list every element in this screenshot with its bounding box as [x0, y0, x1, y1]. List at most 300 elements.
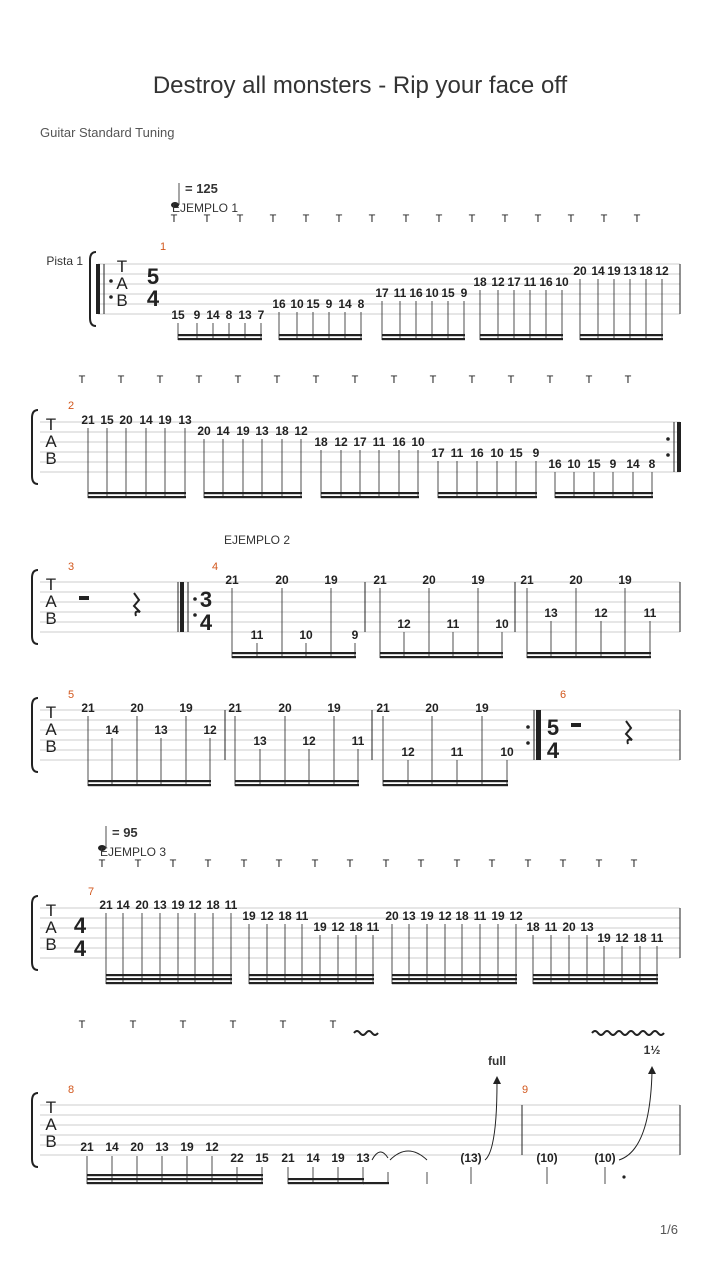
time-signature-bottom: 4 [199, 610, 213, 635]
tap-mark: T [78, 1019, 86, 1031]
note-beam [392, 978, 517, 980]
tap-mark: T [600, 213, 608, 225]
tap-mark: T [156, 374, 164, 386]
fret-number: 14 [216, 424, 230, 438]
tab-clef-letter: B [45, 935, 57, 954]
tap-mark: T [275, 858, 283, 870]
fret-number: 21 [373, 573, 387, 587]
fret-number: 18 [639, 264, 653, 278]
note-beam [235, 780, 359, 782]
fret-number: 16 [272, 297, 286, 311]
note-beam [288, 1178, 364, 1180]
fret-number: 18 [314, 435, 328, 449]
fret-number: 9 [351, 628, 359, 642]
bend-label: full [488, 1054, 506, 1068]
fret-number: 13 [155, 1140, 169, 1154]
fret-number: 12 [615, 931, 629, 945]
fret-number: 12 [205, 1140, 219, 1154]
fret-number: 11 [372, 435, 386, 449]
tab-clef-letter: A [45, 592, 57, 611]
fret-number: 10 [490, 446, 504, 460]
fret-number: 13 [255, 424, 269, 438]
note-beam [87, 1174, 263, 1176]
fret-number: 19 [475, 701, 489, 715]
fret-number: (10) [536, 1151, 558, 1165]
fret-number: 10 [411, 435, 425, 449]
note-beam [383, 784, 508, 786]
system-brace [32, 698, 38, 772]
fret-number: 19 [331, 1151, 345, 1165]
fret-number: 10 [425, 286, 439, 300]
fret-number: 19 [327, 701, 341, 715]
fret-number: 20 [573, 264, 587, 278]
fret-number: 21 [80, 1140, 94, 1154]
note-beam [249, 982, 374, 984]
fret-number: 18 [633, 931, 647, 945]
tap-mark: T [169, 858, 177, 870]
fret-number: 18 [275, 424, 289, 438]
fret-number: 11 [250, 628, 264, 642]
fret-number: 19 [313, 920, 327, 934]
fret-number: 11 [224, 898, 238, 912]
fret-number: 14 [591, 264, 605, 278]
fret-number: 18 [349, 920, 363, 934]
fret-number: 13 [544, 606, 558, 620]
fret-number: 20 [569, 573, 583, 587]
fret-number: 19 [242, 909, 256, 923]
quarter-rest [626, 721, 632, 744]
time-signature-bottom: 4 [73, 936, 87, 961]
tap-mark: T [269, 213, 277, 225]
page-number: 1/6 [659, 1222, 678, 1237]
measure-number: 1 [160, 241, 167, 253]
fret-number: 12 [203, 723, 217, 737]
fret-number: 12 [594, 606, 608, 620]
tab-clef-letter: T [116, 257, 128, 276]
note-beam [87, 1182, 263, 1184]
tap-mark: T [129, 1019, 137, 1031]
bend-arrow-head [648, 1066, 656, 1074]
fret-number: 20 [130, 701, 144, 715]
tab-clef-letter: B [45, 449, 57, 468]
fret-number: 11 [366, 920, 380, 934]
note-beam [88, 780, 211, 782]
note-beam [480, 334, 563, 336]
fret-number: 14 [105, 723, 119, 737]
fret-number: 10 [290, 297, 304, 311]
tap-mark: T [402, 213, 410, 225]
repeat-dot [666, 453, 670, 457]
tab-clef-letter: T [45, 703, 57, 722]
fret-number: 8 [648, 457, 656, 471]
tab-clef-letter: T [45, 575, 57, 594]
fret-number: 19 [491, 909, 505, 923]
note-beam [279, 334, 362, 336]
fret-number: 17 [375, 286, 389, 300]
repeat-thick-bar [180, 582, 184, 632]
fret-number: 21 [81, 701, 95, 715]
fret-number: 13 [238, 308, 252, 322]
fret-number: (10) [594, 1151, 616, 1165]
tab-clef-letter: A [45, 918, 57, 937]
system-brace [32, 410, 38, 484]
fret-number: 12 [491, 275, 505, 289]
note-beam [533, 978, 658, 980]
fret-number: 10 [555, 275, 569, 289]
note-beam [382, 334, 465, 336]
tap-mark: T [179, 1019, 187, 1031]
fret-number: 19 [420, 909, 434, 923]
fret-number: 13 [178, 413, 192, 427]
fret-number: 19 [158, 413, 172, 427]
song-title: Destroy all monsters - Rip your face off [152, 72, 568, 99]
fret-number: 20 [562, 920, 576, 934]
note-beam [380, 656, 503, 658]
note-beam [279, 338, 362, 340]
note-beam [380, 652, 503, 654]
fret-number: 18 [526, 920, 540, 934]
fret-number: 14 [116, 898, 130, 912]
time-signature-bottom: 4 [146, 286, 160, 311]
tap-mark: T [417, 858, 425, 870]
fret-number: 18 [473, 275, 487, 289]
fret-number: 11 [393, 286, 407, 300]
fret-number: 18 [278, 909, 292, 923]
fret-number: 9 [609, 457, 617, 471]
fret-number: 8 [357, 297, 365, 311]
fret-number: 20 [385, 909, 399, 923]
note-beam [580, 338, 663, 340]
fret-number: (13) [460, 1151, 482, 1165]
track-name: Pista 1 [46, 254, 83, 268]
fret-number: 19 [324, 573, 338, 587]
note-beam [204, 492, 302, 494]
fret-number: 13 [154, 723, 168, 737]
fret-number: 14 [105, 1140, 119, 1154]
tap-mark: T [195, 374, 203, 386]
fret-number: 20 [422, 573, 436, 587]
note-beam [106, 982, 232, 984]
tap-mark: T [279, 1019, 287, 1031]
tap-mark: T [534, 213, 542, 225]
fret-number: 11 [473, 909, 487, 923]
tab-clef-letter: T [45, 1098, 57, 1117]
fret-number: 14 [306, 1151, 320, 1165]
tab-clef-letter: B [116, 291, 128, 310]
tap-mark: T [630, 858, 638, 870]
tap-mark: T [203, 213, 211, 225]
tap-mark: T [435, 213, 443, 225]
measure-number: 9 [522, 1084, 529, 1096]
tap-mark: T [312, 374, 320, 386]
note-beam [249, 978, 374, 980]
fret-number: 11 [446, 617, 460, 631]
half-rest [79, 596, 89, 600]
note-beam [235, 784, 359, 786]
time-signature-top: 5 [146, 264, 160, 289]
tap-mark: T [329, 1019, 337, 1031]
time-signature-bottom: 4 [546, 738, 560, 763]
tap-mark: T [236, 213, 244, 225]
note-beam [232, 656, 356, 658]
fret-number: 15 [255, 1151, 269, 1165]
fret-number: 19 [171, 898, 185, 912]
tap-mark: T [501, 213, 509, 225]
measure-number: 7 [88, 886, 95, 898]
fret-number: 12 [397, 617, 411, 631]
fret-number: 8 [225, 308, 233, 322]
fret-number: 9 [532, 446, 540, 460]
system-brace [32, 1093, 38, 1167]
repeat-dot [109, 279, 113, 283]
repeat-thick-bar [677, 422, 681, 472]
note-beam [88, 784, 211, 786]
tap-mark: T [78, 374, 86, 386]
note-beam [383, 780, 508, 782]
repeat-thick-bar [96, 264, 100, 314]
tab-clef-letter: A [45, 432, 57, 451]
fret-number: 17 [507, 275, 521, 289]
quarter-rest [134, 593, 140, 616]
note-beam [178, 338, 262, 340]
tap-mark: T [567, 213, 575, 225]
tap-mark: T [507, 374, 515, 386]
time-signature-top: 5 [546, 715, 560, 740]
note-beam [363, 1182, 389, 1184]
note-beam [87, 1178, 263, 1180]
dotted-note [622, 1175, 625, 1178]
tap-mark: T [559, 858, 567, 870]
tap-mark: T [488, 858, 496, 870]
fret-number: 13 [402, 909, 416, 923]
tap-mark: T [468, 213, 476, 225]
tap-mark: T [240, 858, 248, 870]
fret-number: 19 [471, 573, 485, 587]
fret-number: 15 [100, 413, 114, 427]
tap-mark: T [302, 213, 310, 225]
fret-number: 11 [295, 909, 309, 923]
fret-number: 21 [81, 413, 95, 427]
measure-number: 2 [68, 400, 75, 412]
note-beam [392, 982, 517, 984]
tie-arc [390, 1151, 427, 1160]
tab-clef-letter: T [45, 901, 57, 920]
tuning-label: Guitar Standard Tuning [40, 125, 175, 140]
fret-number: 15 [306, 297, 320, 311]
note-beam [555, 492, 653, 494]
note-beam [106, 974, 232, 976]
fret-number: 11 [450, 745, 464, 759]
vibrato-mark [592, 1031, 664, 1035]
fret-number: 10 [299, 628, 313, 642]
repeat-dot [526, 725, 530, 729]
vibrato-mark [354, 1031, 378, 1035]
fret-number: 15 [509, 446, 523, 460]
note-beam [232, 652, 356, 654]
fret-number: 19 [607, 264, 621, 278]
tap-mark: T [204, 858, 212, 870]
fret-number: 15 [441, 286, 455, 300]
fret-number: 12 [401, 745, 415, 759]
fret-number: 16 [392, 435, 406, 449]
fret-number: 20 [197, 424, 211, 438]
fret-number: 9 [325, 297, 333, 311]
note-beam [438, 496, 537, 498]
repeat-dot [193, 597, 197, 601]
fret-number: 19 [236, 424, 250, 438]
fret-number: 17 [353, 435, 367, 449]
repeat-dot [526, 741, 530, 745]
note-beam [249, 974, 374, 976]
tap-mark: T [595, 858, 603, 870]
fret-number: 20 [130, 1140, 144, 1154]
fret-number: 13 [580, 920, 594, 934]
note-beam [88, 496, 186, 498]
note-beam [533, 982, 658, 984]
tap-mark: T [98, 858, 106, 870]
tie-arc [372, 1152, 388, 1160]
fret-number: 13 [356, 1151, 370, 1165]
tap-mark: T [468, 374, 476, 386]
fret-number: 10 [567, 457, 581, 471]
fret-number: 14 [206, 308, 220, 322]
fret-number: 19 [179, 701, 193, 715]
note-beam [321, 496, 419, 498]
tap-mark: T [311, 858, 319, 870]
fret-number: 12 [438, 909, 452, 923]
fret-number: 13 [153, 898, 167, 912]
repeat-dot [666, 437, 670, 441]
fret-number: 14 [338, 297, 352, 311]
tab-clef-letter: A [116, 274, 128, 293]
fret-number: 12 [331, 920, 345, 934]
fret-number: 12 [302, 734, 316, 748]
fret-number: 21 [281, 1151, 295, 1165]
fret-number: 14 [626, 457, 640, 471]
note-beam [204, 496, 302, 498]
tap-mark: T [229, 1019, 237, 1031]
tab-clef-letter: B [45, 737, 57, 756]
fret-number: 10 [495, 617, 509, 631]
tap-mark: T [429, 374, 437, 386]
tempo-mark: = 95 [112, 825, 138, 840]
fret-number: 19 [180, 1140, 194, 1154]
note-beam [580, 334, 663, 336]
fret-number: 11 [643, 606, 657, 620]
section-label: EJEMPLO 1 [172, 201, 239, 215]
section-label: EJEMPLO 2 [224, 533, 291, 547]
measure-number: 5 [68, 689, 75, 701]
tap-mark: T [585, 374, 593, 386]
double-bar [536, 710, 540, 760]
fret-number: 18 [206, 898, 220, 912]
tap-mark: T [368, 213, 376, 225]
fret-number: 21 [225, 573, 239, 587]
fret-number: 16 [409, 286, 423, 300]
note-beam [88, 492, 186, 494]
fret-number: 7 [257, 308, 265, 322]
measure-number: 8 [68, 1084, 75, 1096]
tab-clef-letter: B [45, 609, 57, 628]
fret-number: 11 [351, 734, 365, 748]
note-beam [288, 1182, 364, 1184]
note-beam [533, 974, 658, 976]
half-rest [571, 723, 581, 727]
measure-number: 6 [560, 689, 567, 701]
tap-mark: T [351, 374, 359, 386]
fret-number: 21 [99, 898, 113, 912]
measure-number: 3 [68, 561, 75, 573]
tab-clef-letter: A [45, 720, 57, 739]
system-brace [32, 570, 38, 644]
bend-arrow [619, 1072, 652, 1160]
bend-arrow [485, 1082, 497, 1160]
note-beam [527, 656, 651, 658]
note-beam [106, 978, 232, 980]
tap-mark: T [453, 858, 461, 870]
note-beam [527, 652, 651, 654]
bend-arrow-head [493, 1076, 501, 1084]
fret-number: 13 [253, 734, 267, 748]
repeat-dot [109, 295, 113, 299]
tap-mark: T [546, 374, 554, 386]
fret-number: 15 [171, 308, 185, 322]
measure-number: 4 [212, 561, 219, 573]
note-beam [438, 492, 537, 494]
time-signature-top: 4 [73, 913, 87, 938]
fret-number: 21 [228, 701, 242, 715]
tap-mark: T [390, 374, 398, 386]
note-beam [382, 338, 465, 340]
fret-number: 22 [230, 1151, 244, 1165]
fret-number: 20 [135, 898, 149, 912]
fret-number: 21 [376, 701, 390, 715]
fret-number: 12 [294, 424, 308, 438]
note-beam [321, 492, 419, 494]
tap-mark: T [273, 374, 281, 386]
fret-number: 20 [425, 701, 439, 715]
time-signature-top: 3 [199, 587, 213, 612]
tab-clef-letter: B [45, 1132, 57, 1151]
fret-number: 19 [618, 573, 632, 587]
fret-number: 12 [188, 898, 202, 912]
tap-mark: T [134, 858, 142, 870]
fret-number: 16 [539, 275, 553, 289]
fret-number: 12 [509, 909, 523, 923]
tap-mark: T [335, 213, 343, 225]
fret-number: 9 [193, 308, 201, 322]
fret-number: 13 [623, 264, 637, 278]
fret-number: 20 [275, 573, 289, 587]
tap-mark: T [524, 858, 532, 870]
fret-number: 15 [587, 457, 601, 471]
fret-number: 14 [139, 413, 153, 427]
fret-number: 20 [278, 701, 292, 715]
tap-mark: T [382, 858, 390, 870]
system-brace [90, 252, 96, 326]
fret-number: 9 [460, 286, 468, 300]
fret-number: 19 [597, 931, 611, 945]
section-label: EJEMPLO 3 [100, 845, 167, 859]
tap-mark: T [117, 374, 125, 386]
fret-number: 12 [260, 909, 274, 923]
fret-number: 16 [470, 446, 484, 460]
repeat-dot [193, 613, 197, 617]
fret-number: 12 [334, 435, 348, 449]
fret-number: 10 [500, 745, 514, 759]
fret-number: 11 [650, 931, 664, 945]
tap-mark: T [346, 858, 354, 870]
